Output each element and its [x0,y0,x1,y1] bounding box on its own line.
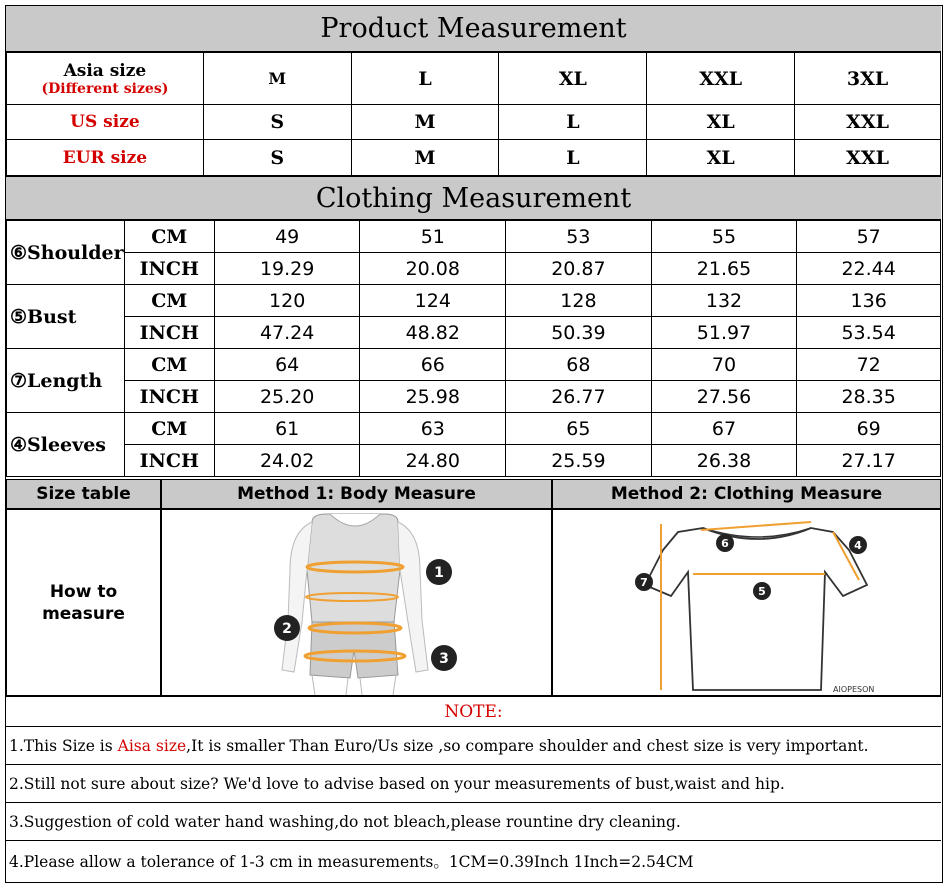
asia-label-cell [7,53,204,105]
asia-row [7,53,941,105]
cm-value: 63 [360,413,506,445]
cm-value: 61 [214,413,360,445]
inch-value: 25.59 [506,445,652,477]
measure-row-cm [7,285,941,317]
measure-label: ⑤Bust [7,285,125,349]
note-title: NOTE: [6,696,941,726]
cm-value: 120 [214,285,360,317]
cm-value: 49 [214,221,360,253]
note-1-text-start: 1.This Size is [9,736,118,755]
note-1 [6,726,941,764]
inch-value: 20.87 [506,253,652,285]
us-size: XXL [795,105,941,140]
asia-size: XL [499,53,647,105]
note-1-text-end: ,It is smaller Than Euro/Us size ,so compare shoulder and chest size is very important. [186,736,869,755]
inch-value: 47.24 [214,317,360,349]
marker-6-icon [716,534,734,552]
asia-size: L [351,53,499,105]
svg-text:3: 3 [439,651,449,667]
cm-value: 132 [651,285,797,317]
measure-label: ⑥Shoulder [7,221,125,285]
unit-inch: INCH [124,381,214,413]
unit-cm: CM [124,221,214,253]
clothing-measure-panel [552,509,941,696]
body-measure-panel [161,509,552,696]
inch-value: 19.29 [214,253,360,285]
measure-row-cm [7,221,941,253]
note-1-highlight: Aisa size [117,736,187,755]
eur-label: EUR size [7,140,204,176]
svg-text:6: 6 [721,537,729,550]
notes-section [6,696,941,880]
unit-cm: CM [124,285,214,317]
eur-size: M [351,140,499,176]
clothing-title: Clothing Measurement [6,176,941,220]
marker-1-icon [426,559,452,585]
cm-value: 124 [360,285,506,317]
cm-value: 66 [360,349,506,381]
tshirt-illustration [553,510,940,695]
method1-header: Method 1: Body Measure [161,479,552,509]
unit-cm: CM [124,349,214,381]
how-to-measure-section [6,479,941,696]
svg-text:7: 7 [640,576,648,589]
measure-label: ④Sleeves [7,413,125,477]
inch-value: 22.44 [797,253,941,285]
size-chart [5,5,943,883]
method2-header: Method 2: Clothing Measure [552,479,941,509]
measure-row-inch [7,381,941,413]
svg-text:2: 2 [282,621,292,637]
marker-7-icon [635,573,653,591]
note-3: 3.Suggestion of cold water hand washing,do not bleach,please rountine dry cleaning. [6,802,941,840]
us-size: XL [647,105,795,140]
us-size: M [351,105,499,140]
cm-value: 136 [797,285,941,317]
inch-value: 21.65 [651,253,797,285]
inch-value: 25.98 [360,381,506,413]
measure-row-cm [7,349,941,381]
cm-value: 55 [651,221,797,253]
unit-inch: INCH [124,445,214,477]
us-size: L [499,105,647,140]
unit-inch: INCH [124,253,214,285]
cm-value: 53 [506,221,652,253]
marker-2-icon [274,615,300,641]
cm-value: 69 [797,413,941,445]
svg-text:4: 4 [854,539,862,552]
inch-value: 25.20 [214,381,360,413]
us-label: US size [7,105,204,140]
cm-value: 128 [506,285,652,317]
product-title: Product Measurement [6,6,941,52]
inch-value: 27.56 [651,381,797,413]
asia-size: 3XL [795,53,941,105]
inch-value: 24.80 [360,445,506,477]
note-2: 2.Still not sure about size? We'd love to advise based on your measurements of bust,waist and hip. [6,764,941,802]
measure-row-inch [7,445,941,477]
measure-text: measure [42,603,125,624]
unit-cm: CM [124,413,214,445]
measure-row-inch [7,317,941,349]
inch-value: 24.02 [214,445,360,477]
size-table-header: Size table [6,479,161,509]
marker-4-icon [849,536,867,554]
eur-size: S [203,140,351,176]
svg-text:5: 5 [758,585,766,598]
marker-3-icon [431,645,457,671]
us-size: S [203,105,351,140]
body-figure-illustration [162,510,551,695]
inch-value: 48.82 [360,317,506,349]
how-to-measure-label [6,509,161,696]
svg-text:1: 1 [434,565,444,581]
measure-label: ⑦Length [7,349,125,413]
asia-size: M [203,53,351,105]
cm-value: 57 [797,221,941,253]
brand-mark: AIOPESON [833,685,875,694]
eur-row [7,140,941,176]
inch-value: 26.38 [651,445,797,477]
inch-value: 20.08 [360,253,506,285]
unit-inch: INCH [124,317,214,349]
inch-value: 27.17 [797,445,941,477]
eur-size: XL [647,140,795,176]
cm-value: 67 [651,413,797,445]
clothing-measure-table [6,220,941,477]
eur-size: XXL [795,140,941,176]
us-row [7,105,941,140]
product-size-table [6,52,941,176]
asia-label: Asia size [63,60,147,81]
inch-value: 26.77 [506,381,652,413]
inch-value: 51.97 [651,317,797,349]
inch-value: 28.35 [797,381,941,413]
eur-size: L [499,140,647,176]
asia-sublabel: (Different sizes) [41,80,169,97]
cm-value: 72 [797,349,941,381]
cm-value: 64 [214,349,360,381]
measure-row-inch [7,253,941,285]
note-4: 4.Please allow a tolerance of 1-3 cm in measurements。1CM=0.39Inch 1Inch=2.54CM [6,840,941,880]
asia-size: XXL [647,53,795,105]
inch-value: 53.54 [797,317,941,349]
cm-value: 68 [506,349,652,381]
cm-value: 65 [506,413,652,445]
measure-row-cm [7,413,941,445]
marker-5-icon [753,582,771,600]
cm-value: 70 [651,349,797,381]
how-to-text: How to [49,581,118,602]
inch-value: 50.39 [506,317,652,349]
cm-value: 51 [360,221,506,253]
